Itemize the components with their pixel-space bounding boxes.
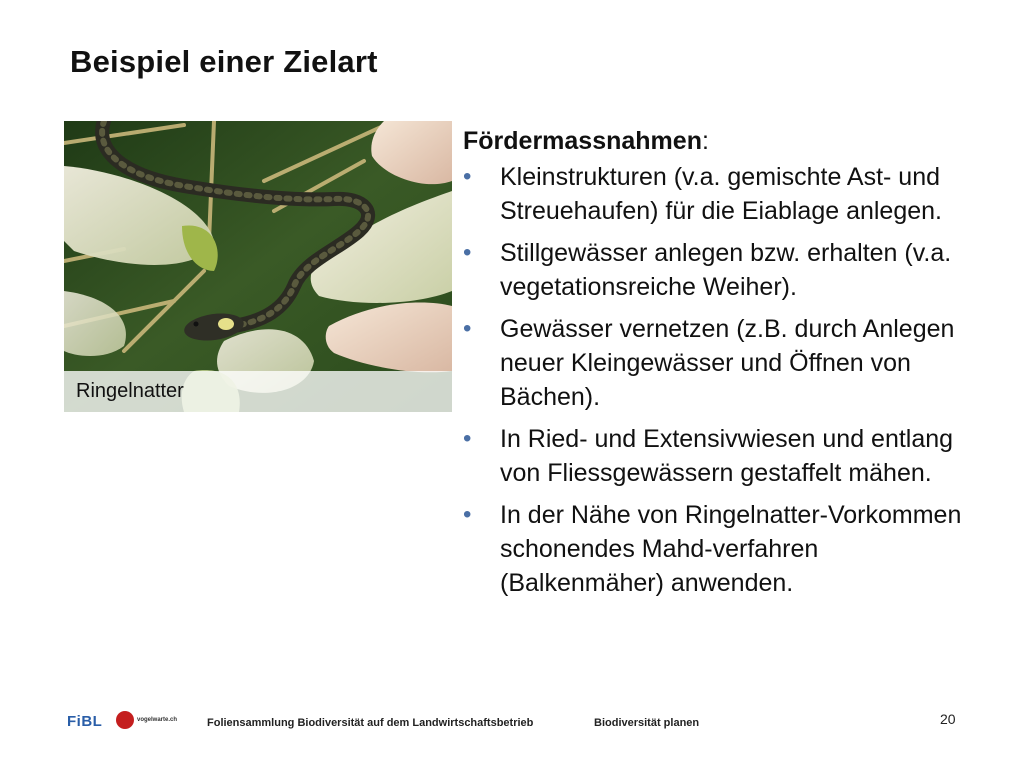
list-item [463, 312, 983, 414]
bullet-icon: • [463, 239, 472, 266]
footer-series-title: Foliensammlung Biodiversität auf dem Landwirtschaftsbetrieb [207, 717, 534, 729]
measures-list [463, 160, 983, 600]
slide-footer [0, 705, 1024, 745]
bullet-icon: • [463, 501, 472, 528]
vogelwarte-logo-text: vogelwarte.ch [137, 717, 178, 723]
slide-title: Beispiel einer Zielart [70, 44, 378, 79]
list-item [463, 160, 983, 228]
bullet-icon: • [463, 425, 472, 452]
measures-heading-colon: : [701, 127, 709, 155]
list-item-text: Gewässer vernetzen (z.B. durch Anlegen neuer Kleingewässer und Öffnen von Bächen). [500, 315, 955, 411]
measures-heading-text: Fördermassnahmen [463, 127, 702, 155]
fibl-logo: FiBL [67, 713, 103, 730]
bullet-icon: • [463, 163, 472, 190]
image-caption: Ringelnatter [76, 380, 184, 402]
content-panel [463, 124, 983, 608]
measures-heading [463, 124, 983, 158]
list-item-text: In der Nähe von Ringelnatter-Vorkommen schonendes Mahd-verfahren (Balkenmäher) anwenden. [500, 501, 962, 597]
list-item-text: In Ried- und Extensivwiesen und entlang von Fliessgewässern gestaffelt mähen. [500, 425, 954, 487]
list-item-text: Kleinstrukturen (v.a. gemischte Ast- und Streuehaufen) für die Eiablage anlegen. [500, 163, 942, 225]
snake-photo [64, 121, 452, 412]
footer-section: Biodiversität planen [594, 717, 700, 729]
page-number: 20 [940, 711, 956, 727]
list-item [463, 236, 983, 304]
list-item [463, 498, 983, 600]
vogelwarte-logo-icon [116, 711, 134, 729]
bullet-icon: • [463, 315, 472, 342]
snake-photo-illustration [64, 121, 452, 412]
list-item-text: Stillgewässer anlegen bzw. erhalten (v.a. vegetationsreiche Weiher). [500, 239, 952, 301]
list-item [463, 422, 983, 490]
